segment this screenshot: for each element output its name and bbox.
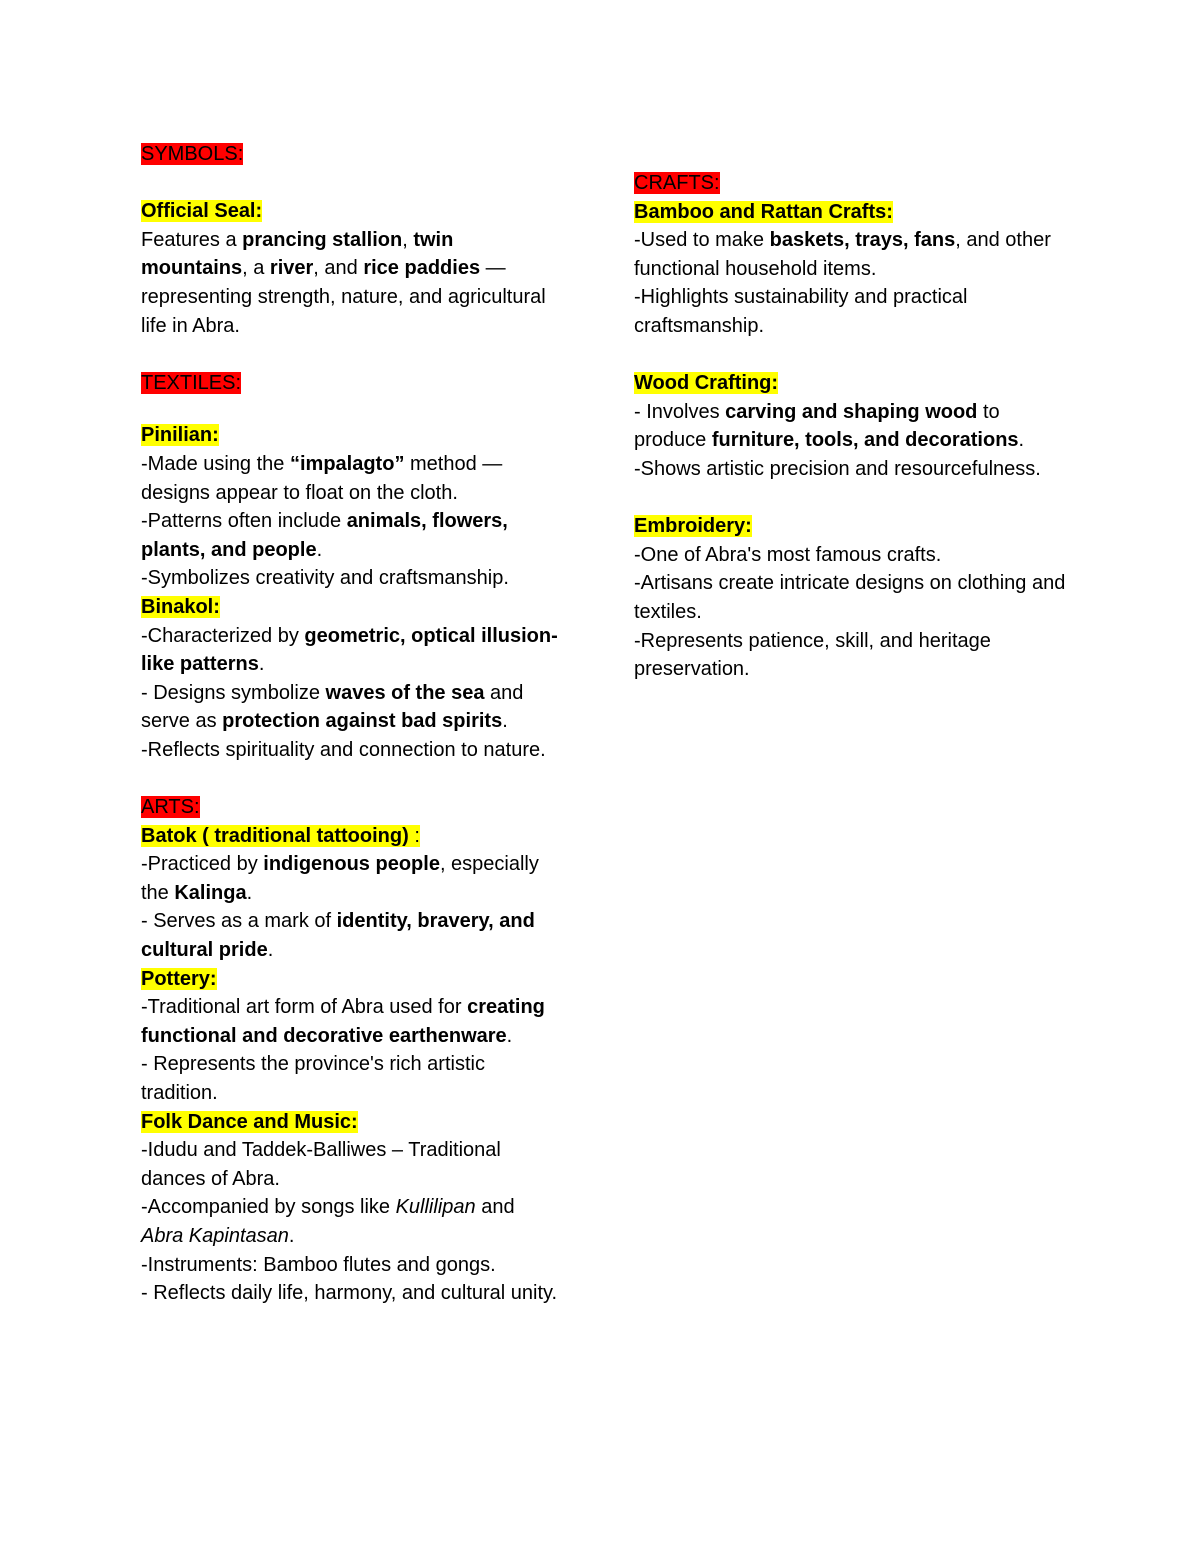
- pottery-label: Pottery:: [141, 967, 217, 990]
- binakol-line-2: - Designs symbolize waves of the sea and serve as protection against bad spirits.: [141, 681, 524, 733]
- official-seal-text: Features a prancing stallion, twin mountains, a river, and rice paddies — representing strength, nature, and agricultural life in Abra.: [141, 228, 546, 337]
- batok-colon: :: [408, 824, 420, 847]
- embroidery-line-2: -Artisans create intricate designs on clothing and textiles.: [634, 572, 1066, 623]
- pinilian-line-2: -Patterns often include animals, flowers, plants, and people.: [141, 510, 508, 561]
- folk-line-1: -Idudu and Taddek-Balliwes – Traditional dances of Abra.: [141, 1139, 501, 1190]
- pinilian-line-1: -Made using the “impalagto” method — designs appear to float on the cloth.: [141, 452, 503, 504]
- batok-label: Batok ( traditional tattooing): [141, 824, 409, 847]
- bamboo-line-2: -Highlights sustainability and practical craftsmanship.: [634, 286, 968, 337]
- pinilian-line-3: -Symbolizes creativity and craftsmanship.: [141, 567, 509, 590]
- embroidery-label: Embroidery:: [634, 515, 752, 538]
- crafts-heading: CRAFTS:: [634, 172, 720, 194]
- pottery-line-1: -Traditional art form of Abra used for creating functional and decorative earthenware.: [141, 996, 545, 1047]
- embroidery-line-1: -One of Abra's most famous crafts.: [634, 543, 942, 566]
- binakol-line-1: -Characterized by geometric, optical illusion-like patterns.: [141, 624, 558, 676]
- embroidery-line-3: -Represents patience, skill, and heritage preservation.: [634, 629, 991, 681]
- wood-line-1: - Involves carving and shaping wood to produce furniture, tools, and decorations.: [634, 400, 1025, 452]
- folk-line-3: -Instruments: Bamboo flutes and gongs.: [141, 1253, 496, 1276]
- folk-dance-label: Folk Dance and Music:: [141, 1110, 358, 1133]
- symbols-heading: SYMBOLS:: [141, 143, 244, 165]
- batok-line-2: - Serves as a mark of identity, bravery, and cultural pride.: [141, 910, 535, 962]
- wood-crafting-label: Wood Crafting:: [634, 372, 779, 395]
- binakol-line-3: -Reflects spirituality and connection to nature.: [141, 738, 546, 761]
- textiles-heading: TEXTILES:: [141, 371, 242, 394]
- bamboo-line-1: -Used to make baskets, trays, fans, and other functional household items.: [634, 229, 1051, 280]
- right-column: [634, 169, 1074, 684]
- arts-heading: ARTS:: [141, 796, 200, 819]
- official-seal-label: Official Seal:: [141, 200, 263, 223]
- pottery-line-2: - Represents the province's rich artistic tradition.: [141, 1053, 485, 1104]
- folk-line-4: - Reflects daily life, harmony, and cultural unity.: [141, 1282, 558, 1305]
- binakol-label: Binakol:: [141, 595, 220, 618]
- left-column: [141, 140, 561, 1308]
- wood-line-2: -Shows artistic precision and resourcefulness.: [634, 457, 1041, 480]
- batok-line-1: -Practiced by indigenous people, especially the Kalinga.: [141, 853, 539, 904]
- pinilian-label: Pinilian:: [141, 424, 219, 447]
- bamboo-label: Bamboo and Rattan Crafts:: [634, 200, 893, 223]
- folk-line-2: -Accompanied by songs like Kullilipan and Abra Kapintasan.: [141, 1196, 515, 1247]
